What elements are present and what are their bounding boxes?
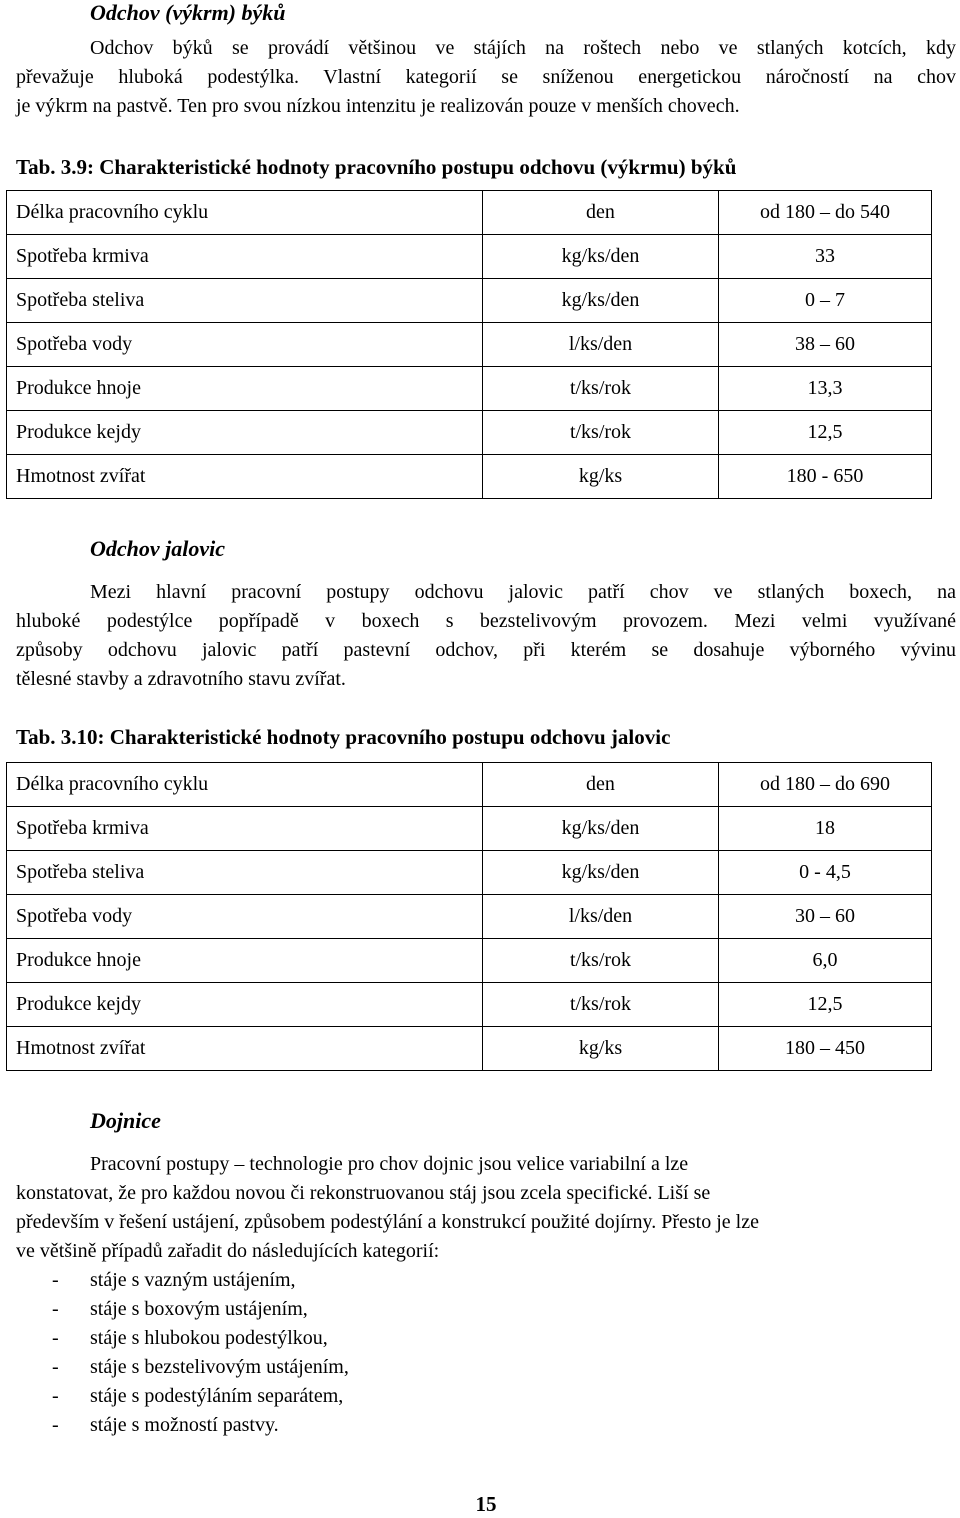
row-unit: l/ks/den bbox=[483, 323, 719, 367]
row-value: 0 - 4,5 bbox=[719, 851, 932, 895]
row-unit: t/ks/rok bbox=[483, 411, 719, 455]
row-value: 13,3 bbox=[719, 367, 932, 411]
row-label: Produkce kejdy bbox=[7, 983, 483, 1027]
row-value: 30 – 60 bbox=[719, 895, 932, 939]
row-value: 0 – 7 bbox=[719, 279, 932, 323]
row-value: 6,0 bbox=[719, 939, 932, 983]
row-unit: kg/ks/den bbox=[483, 807, 719, 851]
row-label: Spotřeba krmiva bbox=[7, 235, 483, 279]
list-dash: - bbox=[52, 1269, 59, 1291]
table-row bbox=[7, 983, 932, 1027]
row-label: Spotřeba krmiva bbox=[7, 807, 483, 851]
table-row bbox=[7, 191, 932, 235]
row-label: Spotřeba vody bbox=[7, 895, 483, 939]
list-item bbox=[16, 1411, 349, 1440]
row-value: 12,5 bbox=[719, 983, 932, 1027]
row-unit: t/ks/rok bbox=[483, 983, 719, 1027]
list-item bbox=[16, 1353, 349, 1382]
row-value: 18 bbox=[719, 807, 932, 851]
table-row bbox=[7, 939, 932, 983]
paragraph-line: konstatovat, že pro každou novou či rekonstruovanou stáj jsou zcela specifické. Liší se bbox=[16, 1182, 711, 1204]
barn-category-list bbox=[16, 1266, 349, 1440]
table-row bbox=[7, 411, 932, 455]
list-item bbox=[16, 1266, 349, 1295]
section-heading-dairy: Dojnice bbox=[90, 1108, 161, 1133]
row-unit: kg/ks/den bbox=[483, 235, 719, 279]
row-label: Délka pracovního cyklu bbox=[7, 191, 483, 235]
paragraph-line: způsoby odchovu jalovic patří pastevní odchov, při kterém se dosahuje výborného vývinu bbox=[16, 639, 956, 661]
paragraph-line: Mezi hlavní pracovní postupy odchovu jalovic patří chov ve stlaných boxech, na bbox=[90, 581, 956, 603]
list-item bbox=[16, 1382, 349, 1411]
list-item-text: stáje s hlubokou podestýlkou, bbox=[90, 1327, 328, 1349]
page-number: 15 bbox=[475, 1492, 497, 1516]
table-row bbox=[7, 1027, 932, 1071]
row-label: Hmotnost zvířat bbox=[7, 455, 483, 499]
table-caption-heifers: Tab. 3.10: Charakteristické hodnoty pracovního postupu odchovu jalovic bbox=[16, 725, 671, 749]
row-label: Produkce hnoje bbox=[7, 939, 483, 983]
row-unit: kg/ks/den bbox=[483, 851, 719, 895]
list-dash: - bbox=[52, 1356, 59, 1378]
table-row bbox=[7, 851, 932, 895]
table-row bbox=[7, 323, 932, 367]
table-row bbox=[7, 235, 932, 279]
paragraph-line: ve většině případů zařadit do následujících kategorií: bbox=[16, 1240, 440, 1262]
row-label: Spotřeba steliva bbox=[7, 279, 483, 323]
paragraph-bulls bbox=[16, 34, 956, 121]
row-unit: den bbox=[483, 191, 719, 235]
row-unit: t/ks/rok bbox=[483, 939, 719, 983]
paragraph-line: hluboké podestýlce popřípadě v boxech s bezstelivovým provozem. Mezi velmi využívané bbox=[16, 610, 956, 632]
list-item-text: stáje s bezstelivovým ustájením, bbox=[90, 1356, 349, 1378]
row-value: 180 – 450 bbox=[719, 1027, 932, 1071]
table-row bbox=[7, 895, 932, 939]
list-dash: - bbox=[52, 1385, 59, 1407]
paragraph-line: je výkrm na pastvě. Ten pro svou nízkou intenzitu je realizován pouze v menších chovech. bbox=[16, 95, 740, 117]
row-value: od 180 – do 540 bbox=[719, 191, 932, 235]
row-unit: kg/ks/den bbox=[483, 279, 719, 323]
list-dash: - bbox=[52, 1298, 59, 1320]
list-item bbox=[16, 1295, 349, 1324]
row-value: 12,5 bbox=[719, 411, 932, 455]
section-heading-bulls: Odchov (výkrm) býků bbox=[90, 0, 286, 25]
row-label: Produkce kejdy bbox=[7, 411, 483, 455]
row-value: od 180 – do 690 bbox=[719, 763, 932, 807]
paragraph-line: tělesné stavby a zdravotního stavu zvířat. bbox=[16, 668, 346, 690]
section-heading-heifers: Odchov jalovic bbox=[90, 536, 226, 561]
list-item-text: stáje s podestýláním separátem, bbox=[90, 1385, 344, 1407]
list-dash: - bbox=[52, 1327, 59, 1349]
paragraph-line: převažuje hluboká podestýlka. Vlastní kategorií se sníženou energetickou náročností na chov bbox=[16, 66, 956, 88]
row-label: Spotřeba steliva bbox=[7, 851, 483, 895]
list-dash: - bbox=[52, 1414, 59, 1436]
list-item-text: stáje s vazným ustájením, bbox=[90, 1269, 296, 1291]
row-unit: l/ks/den bbox=[483, 895, 719, 939]
table-row bbox=[7, 763, 932, 807]
paragraph-line: Pracovní postupy – technologie pro chov dojnic jsou velice variabilní a lze bbox=[90, 1153, 689, 1175]
table-bulls bbox=[6, 190, 932, 499]
row-label: Hmotnost zvířat bbox=[7, 1027, 483, 1071]
list-item-text: stáje s boxovým ustájením, bbox=[90, 1298, 308, 1320]
table-row bbox=[7, 279, 932, 323]
row-unit: t/ks/rok bbox=[483, 367, 719, 411]
paragraph-line: především v řešení ustájení, způsobem podestýlání a konstrukcí použité dojírny. Přesto je lze bbox=[16, 1211, 759, 1233]
paragraph-line: Odchov býků se provádí většinou ve stájích na roštech nebo ve stlaných kotcích, kdy bbox=[90, 37, 956, 59]
list-item-text: stáje s možností pastvy. bbox=[90, 1414, 279, 1436]
table-row bbox=[7, 455, 932, 499]
table-row bbox=[7, 807, 932, 851]
row-value: 38 – 60 bbox=[719, 323, 932, 367]
row-unit: kg/ks bbox=[483, 1027, 719, 1071]
paragraph-heifers bbox=[16, 578, 956, 694]
row-value: 33 bbox=[719, 235, 932, 279]
list-item bbox=[16, 1324, 349, 1353]
paragraph-dairy bbox=[16, 1150, 956, 1266]
table-row bbox=[7, 367, 932, 411]
row-value: 180 - 650 bbox=[719, 455, 932, 499]
table-caption-bulls: Tab. 3.9: Charakteristické hodnoty pracovního postupu odchovu (výkrmu) býků bbox=[16, 155, 737, 179]
row-label: Délka pracovního cyklu bbox=[7, 763, 483, 807]
row-label: Produkce hnoje bbox=[7, 367, 483, 411]
table-heifers bbox=[6, 762, 932, 1071]
row-label: Spotřeba vody bbox=[7, 323, 483, 367]
row-unit: den bbox=[483, 763, 719, 807]
row-unit: kg/ks bbox=[483, 455, 719, 499]
